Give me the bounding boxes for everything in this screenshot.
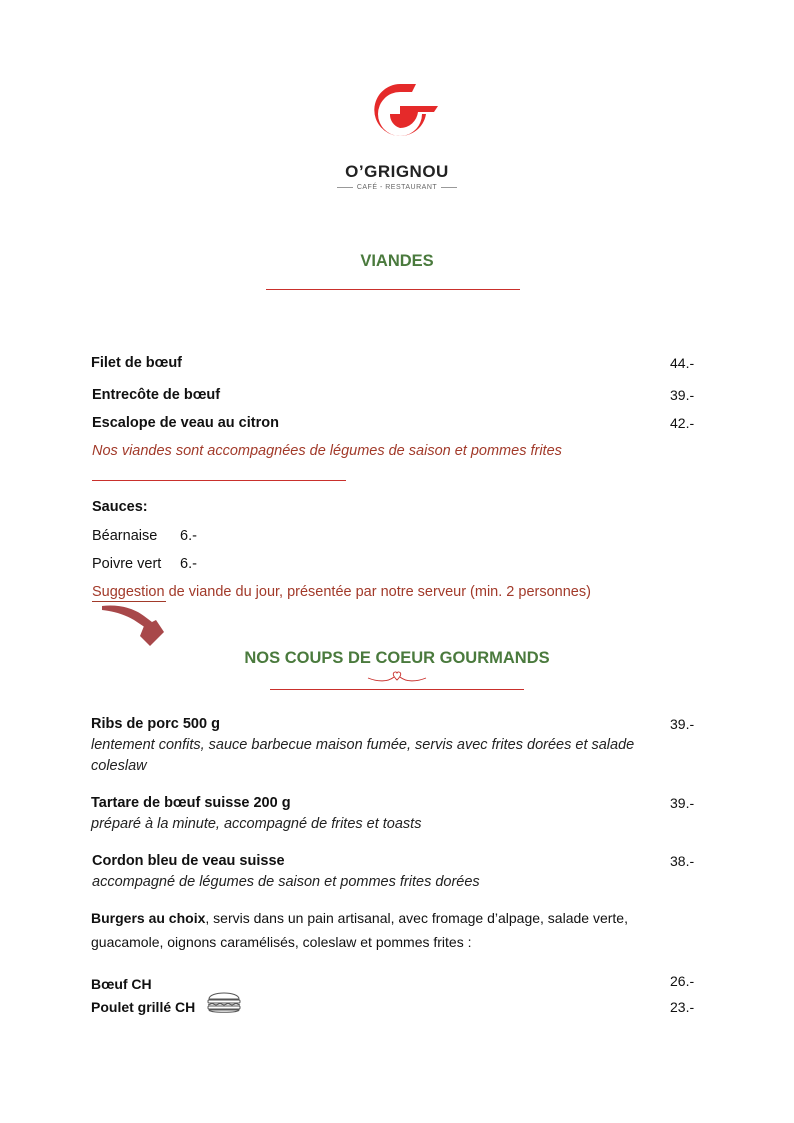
menu-item-description: lentement confits, sauce barbecue maison fumée, servis avec frites dorées et salade coleslaw — [91, 737, 635, 774]
coups-heading: NOS COUPS DE COEUR GOURMANDS — [244, 649, 550, 667]
brand-name: O’GRIGNOU — [345, 162, 449, 181]
menu-item-name: Escalope de veau au citron — [92, 415, 279, 431]
sauce-price: 6.- — [180, 528, 197, 544]
menu-item-name: Tartare de bœuf suisse 200 g — [91, 795, 291, 811]
menu-item-price: 39.- — [670, 716, 695, 732]
sauce-name: Béarnaise — [92, 528, 158, 544]
viandes-note: Nos viandes sont accompagnées de légumes de saison et pommes frites — [92, 443, 562, 459]
menu-item-name: Ribs de porc 500 g — [91, 716, 220, 732]
menu-item-name: Bœuf CH — [91, 976, 152, 992]
menu-item-name: Entrecôte de bœuf — [92, 387, 221, 403]
menu-item-price: 39.- — [670, 387, 695, 403]
menu-item-name: Filet de bœuf — [91, 355, 183, 371]
menu-item-price: 26.- — [670, 973, 695, 989]
heart-flourish-icon — [366, 668, 428, 684]
coups-rule — [270, 689, 524, 690]
viandes-heading: VIANDES — [360, 252, 434, 270]
menu-item-description: accompagné de légumes de saison et pommes frites dorées — [92, 874, 480, 890]
menu-item-description: préparé à la minute, accompagné de frites et toasts — [91, 816, 422, 832]
sauces-title: Sauces: — [92, 499, 148, 515]
menu-item-name: Cordon bleu de veau suisse — [92, 853, 285, 869]
menu-item-price: 44.- — [670, 355, 695, 371]
sauce-name: Poivre vert — [92, 556, 162, 572]
sauce-price: 6.- — [180, 556, 197, 572]
menu-item-price: 39.- — [670, 795, 695, 811]
burger-icon — [206, 987, 242, 1015]
restaurant-logo — [360, 78, 440, 142]
viandes-rule — [266, 289, 520, 290]
viandes-note-rule — [92, 480, 346, 481]
brand-subtitle: CAFÉ - RESTAURANT — [0, 184, 794, 191]
menu-item-price: 42.- — [670, 415, 695, 431]
serving-hand-icon — [100, 602, 166, 648]
menu-item-price: 38.- — [670, 853, 695, 869]
menu-item-name: Poulet grillé CH — [91, 999, 196, 1015]
suggestion-text: Suggestion de viande du jour, présentée par notre serveur (min. 2 personnes) — [92, 584, 591, 600]
burgers-intro: Burgers au choix, servis dans un pain artisanal, avec fromage d’alpage, salade verte, guacamole, oignons caramélisés, coleslaw et pommes frites : — [91, 910, 628, 950]
menu-item-price: 23.- — [670, 999, 695, 1015]
